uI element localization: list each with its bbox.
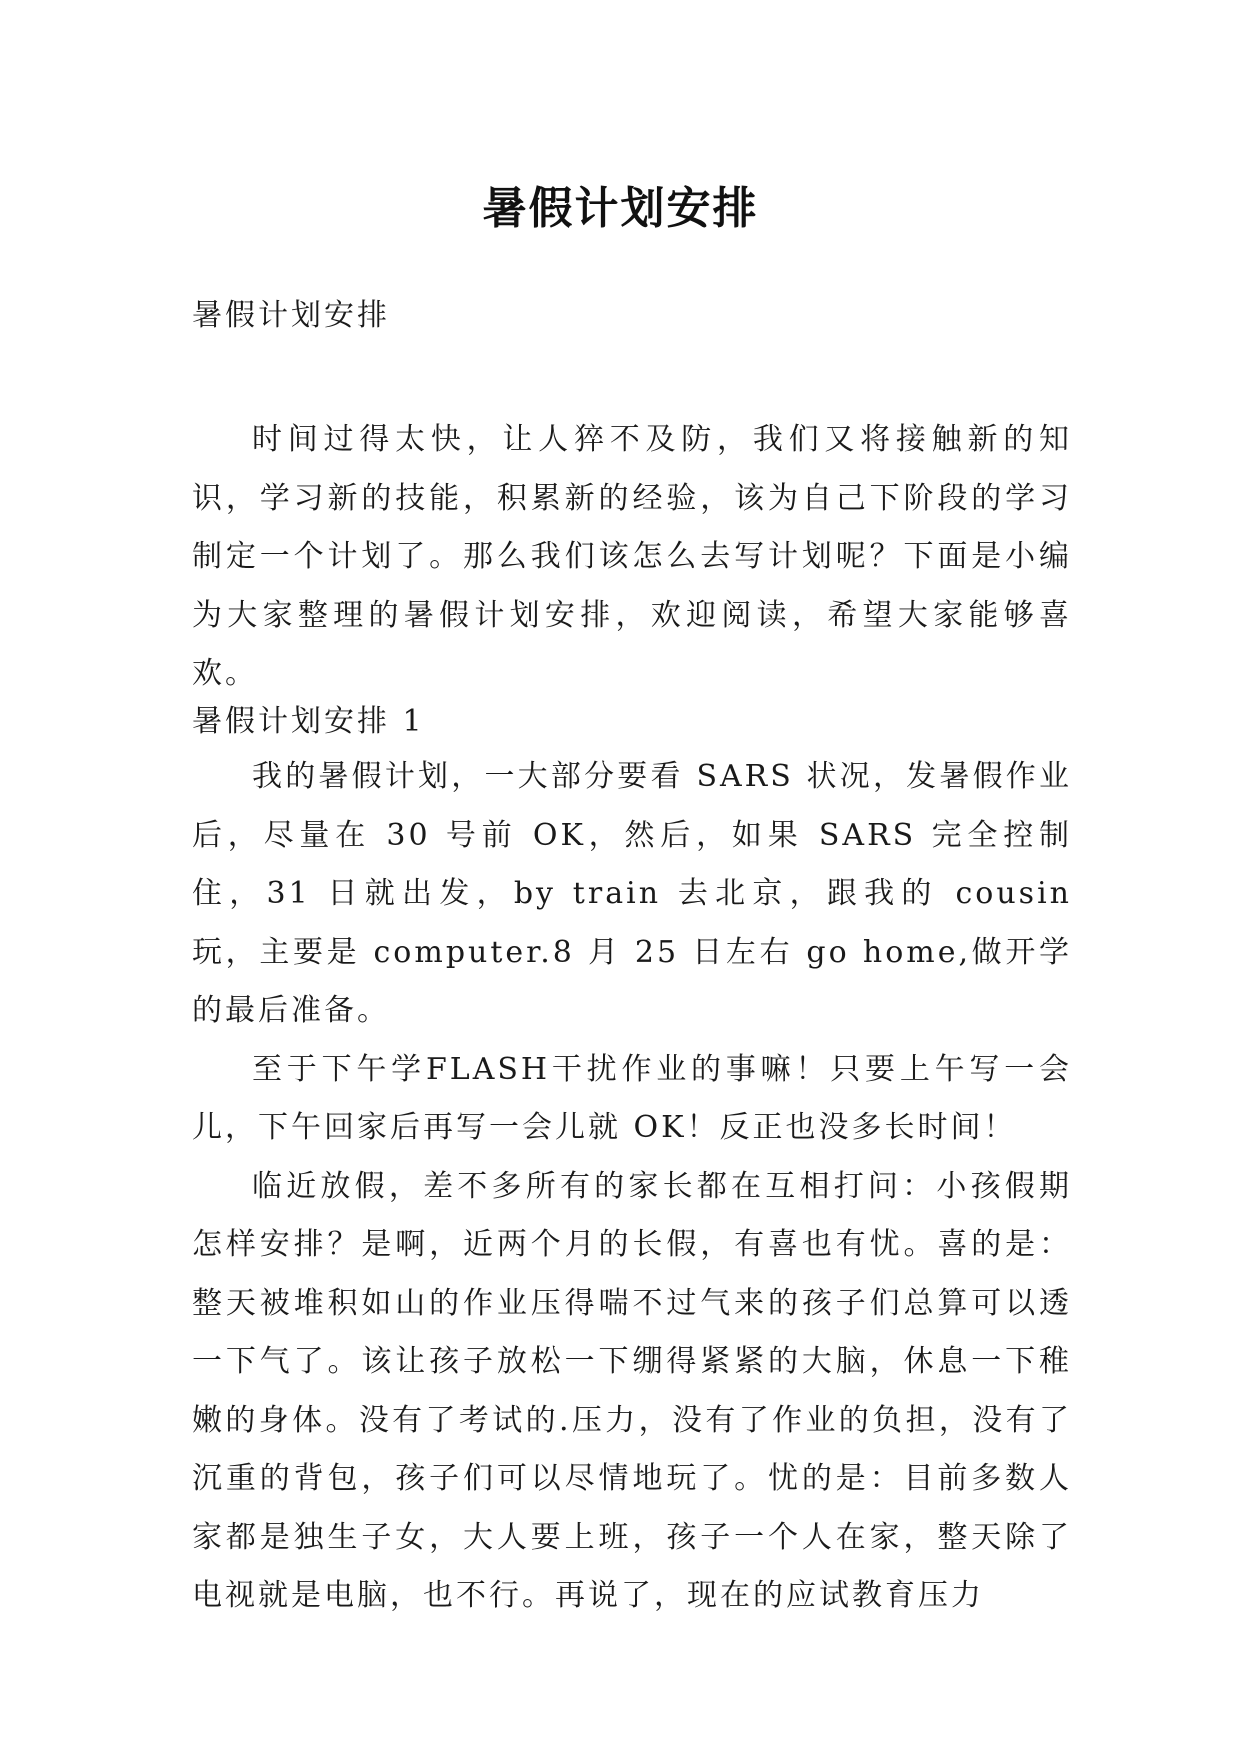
- section-heading: 暑假计划安排 1: [192, 704, 425, 739]
- document-title: 暑假计划安排: [482, 183, 759, 235]
- intro-paragraph: 时间过得太快，让人猝不及防，我们又将接触新的知识，学习新的技能，积累新的经验，该为自己下阶段的学习制定一个计划了。那么我们该怎么去写计划呢？下面是小编为大家整理的暑假计划安排，欢迎阅读，希望大家能够喜欢。: [192, 422, 1072, 691]
- body-paragraph: 我的暑假计划，一大部分要看 SARS 状况，发暑假作业后，尽量在 30 号前 OK，然后，如果 SARS 完全控制住，31 日就出发，by train 去北京，跟我的 cousin 玩，主要是 computer.8 月 25 日左右 go home,做开学的最后准备。: [192, 759, 1072, 1028]
- document-subtitle: 暑假计划安排: [192, 298, 390, 333]
- body-paragraph: 临近放假，差不多所有的家长都在互相打问：小孩假期怎样安排？是啊，近两个月的长假，有喜也有忧。喜的是：整天被堆积如山的作业压得喘不过气来的孩子们总算可以透一下气了。该让孩子放松一下绷得紧紧的大脑，休息一下稚嫩的身体。没有了考试的.压力，没有了作业的负担，没有了沉重的背包，孩子们可以尽情地玩了。忧的是：目前多数人家都是独生子女，大人要上班，孩子一个人在家，整天除了电视就是电脑，也不行。再说了，现在的应试教育压力: [192, 1168, 1072, 1613]
- section-body: [192, 748, 1072, 1626]
- body-paragraph: 至于下午学FLASH干扰作业的事嘛！只要上午写一会儿，下午回家后再写一会儿就 OK！反正也没多长时间！: [192, 1051, 1072, 1145]
- intro-block: [192, 411, 1072, 704]
